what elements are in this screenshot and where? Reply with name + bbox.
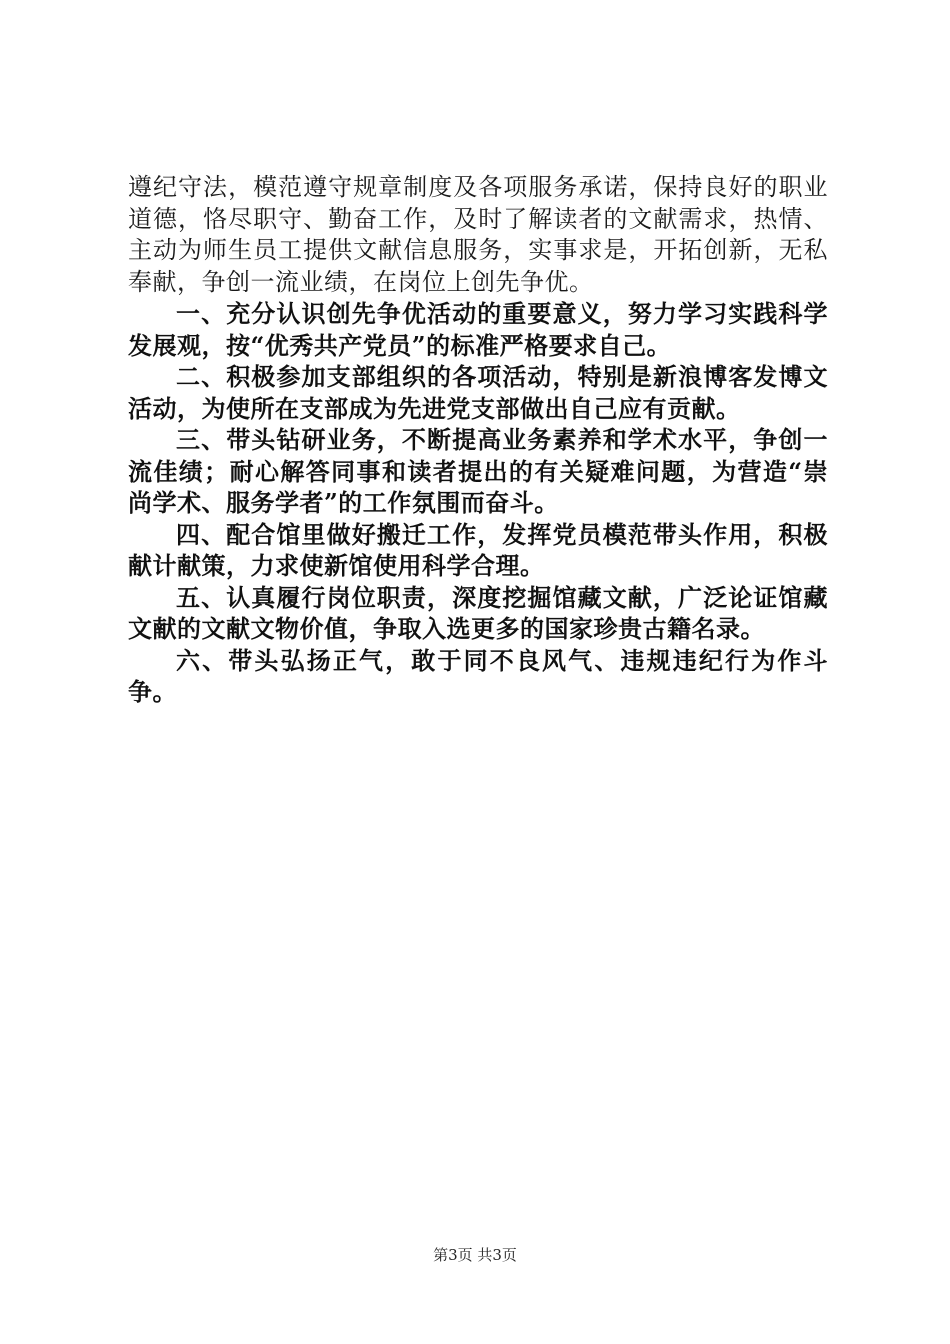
paragraph-item-4: 四、配合馆里做好搬迁工作，发挥党员模范带头作用，积极献计献策，力求使新馆使用科学合理。 <box>128 519 828 580</box>
paragraph-intro: 遵纪守法，模范遵守规章制度及各项服务承诺，保持良好的职业道德，恪尽职守、勤奋工作，及时了解读者的文献需求，热情、主动为师生员工提供文献信息服务，实事求是，开拓创新，无私奉献，争创一流业绩，在岗位上创先争优。 <box>128 173 828 296</box>
paragraph-item-3: 三、带头钻研业务，不断提高业务素养和学术水平，争创一流佳绩；耐心解答同事和读者提出的有关疑难问题，为营造“崇尚学术、服务学者”的工作氛围而奋斗。 <box>128 425 828 517</box>
paragraph-item-1: 一、充分认识创先争优活动的重要意义，努力学习实践科学发展观，按“优秀共产党员”的标准严格要求自己。 <box>128 299 828 360</box>
paragraph-item-6: 六、带头弘扬正气，敢于同不良风气、违规违纪行为作斗争。 <box>128 645 828 706</box>
document-body <box>128 172 828 708</box>
paragraph-item-2: 二、积极参加支部组织的各项活动，特别是新浪博客发博文活动，为使所在支部成为先进党支部做出自己应有贡献。 <box>128 362 828 423</box>
paragraph-item-5: 五、认真履行岗位职责，深度挖掘馆藏文献，广泛论证馆藏文献的文献文物价值，争取入选更多的国家珍贵古籍名录。 <box>128 582 828 643</box>
page-number-footer: 第3页 共3页 <box>433 1246 517 1264</box>
